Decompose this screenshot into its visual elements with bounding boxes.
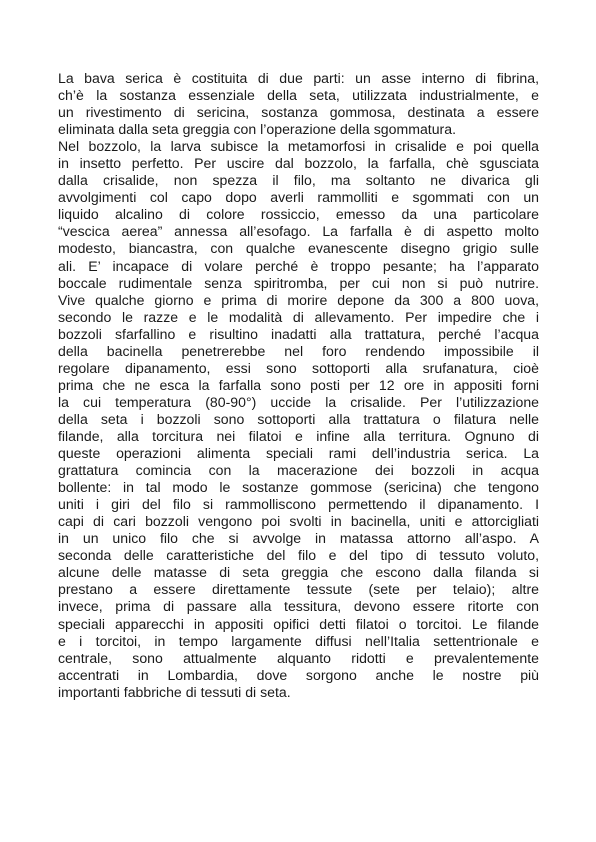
text-line: ali. E’ incapace di volare perché è troppo pesante; ha l’apparato	[58, 257, 539, 274]
text-line: della seta i bozzoli sono sottoporti alla trattatura o filatura nelle	[58, 410, 539, 427]
text-line: alcune delle matasse di seta greggia che escono dalla filanda si	[58, 564, 539, 581]
text-line: della bacinella penetrerebbe nel foro rendendo impossibile il	[58, 342, 539, 359]
text-line: accentrati in Lombardia, dove sorgono anche le nostre più	[58, 666, 539, 683]
text-line: e i torcitoi, in tempo largamente diffusi nell’Italia settentrionale e	[58, 632, 539, 649]
text-line: centrale, sono attualmente alquanto ridotti e prevalentemente	[58, 649, 539, 666]
text-line: uniti i giri del filo si rammolliscono permettendo il dipanamento. I	[58, 496, 539, 513]
text-line: capi di cari bozzoli vengono poi svolti in bacinella, uniti e attorcigliati	[58, 513, 539, 530]
text-line: regolare dipanamento, essi sono sottoporti alla srufanatura, cioè	[58, 359, 539, 376]
paragraph	[58, 70, 539, 138]
text-line: modesto, biancastra, con qualche evanescente disegno grigio sulle	[58, 240, 539, 257]
text-line: La bava serica è costituita di due parti: un asse interno di fibrina,	[58, 70, 539, 86]
paragraph	[58, 138, 539, 701]
text-line: eliminata dalla seta greggia con l’operazione della sgommatura.	[58, 121, 456, 138]
text-line: grattatura comincia con la macerazione dei bozzoli in acqua	[58, 462, 539, 479]
text-line: bozzoli sfarfallino e risultino inadatti alla trattatura, perché l’acqua	[58, 325, 539, 342]
text-line: un rivestimento di sericina, sostanza gommosa, destinata a essere	[58, 104, 539, 121]
text-line: secondo le razze e le modalità di allevamento. Per impedire che i	[58, 308, 539, 325]
text-line: Vive qualche giorno e prima di morire depone da 300 a 800 uova,	[58, 291, 539, 308]
text-line: queste operazioni alimenta speciali rami dell’industria serica. La	[58, 445, 539, 462]
text-line: avvolgimenti col capo dopo averli rammolliti e sgommati con un	[58, 189, 539, 206]
text-line: Nel bozzolo, la larva subisce la metamorfosi in crisalide e poi quella	[58, 138, 539, 155]
text-line: speciali apparecchi in appositi opifici detti filatoi o torcitoi. Le filande	[58, 615, 539, 632]
text-line: ch’è la sostanza essenziale della seta, utilizzata industrialmente, e	[58, 87, 539, 104]
text-line: “vescica aerea” annessa all’esofago. La farfalla è di aspetto molto	[58, 223, 539, 240]
text-line: bollente: in tal modo le sostanze gommose (sericina) che tengono	[58, 479, 539, 496]
text-line: la cui temperatura (80-90°) uccide la crisalide. Per l’utilizzazione	[58, 393, 539, 410]
text-line: seconda delle caratteristiche del filo e del tipo di tessuto voluto,	[58, 547, 539, 564]
text-line: prestano a essere direttamente tessute (sete per telaio); altre	[58, 581, 539, 598]
text-line: in insetto perfetto. Per uscire dal bozzolo, la farfalla, chè sgusciata	[58, 155, 539, 172]
body-text	[58, 70, 539, 701]
text-line: filande, alla torcitura nei filatoi e infine alla territura. Ognuno di	[58, 427, 539, 444]
text-line: dalla crisalide, non spezza il filo, ma soltanto ne divarica gli	[58, 172, 539, 189]
text-line: in un unico filo che si avvolge in matassa attorno all’aspo. A	[58, 530, 539, 547]
text-line: invece, prima di passare alla tessitura, devono essere ritorte con	[58, 598, 539, 615]
text-line: prima che ne esca la farfalla sono posti per 12 ore in appositi forni	[58, 376, 539, 393]
text-line: importanti fabbriche di tessuti di seta.	[58, 683, 291, 700]
text-line: liquido alcalino di colore rossiccio, emesso da una particolare	[58, 206, 539, 223]
text-line: boccale rudimentale senza spiritromba, per cui non si può nutrire.	[58, 274, 539, 291]
